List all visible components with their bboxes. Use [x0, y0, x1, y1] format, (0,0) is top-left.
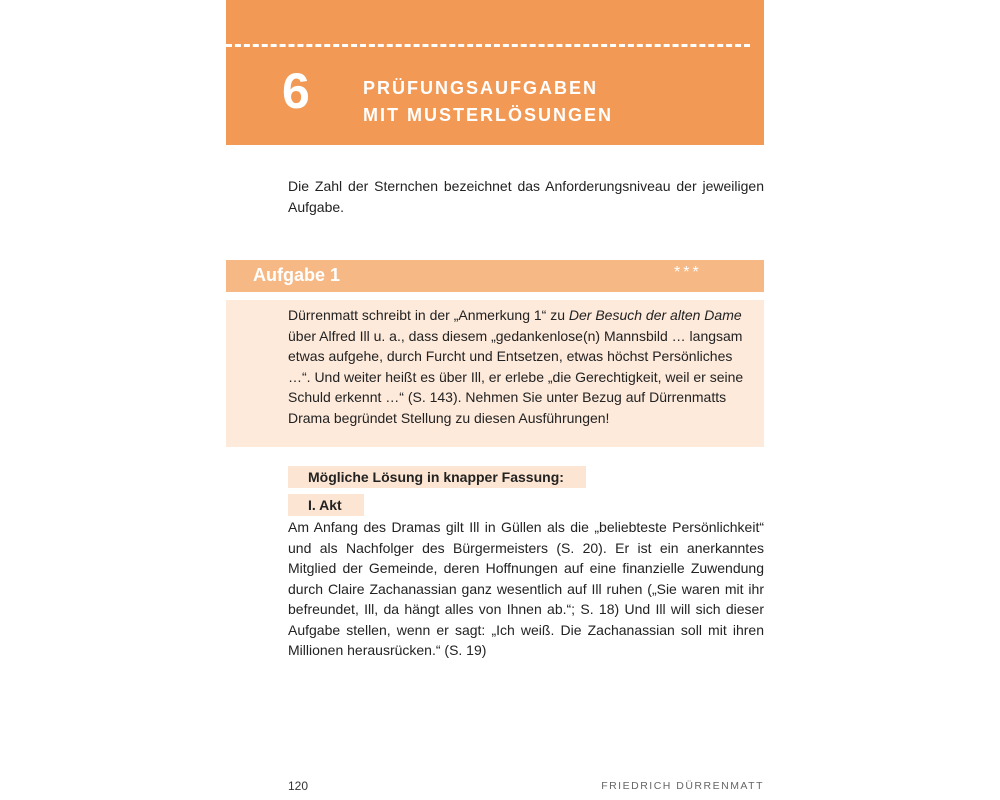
- solution-text: Am Anfang des Dramas gilt Ill in Güllen als die „beliebteste Persönlichkeit“ und als Nachfolger des Bürgermeisters (S. 20). Er ist ein anerkanntes Mitglied der Gemeinde, deren Hoffnungen auf eine finanzielle Zuwendung durch Claire Zachanassian ganz wesentlich auf Ill ruhen („Sie waren mit ihr befreundet, Ill, da hängt alles von Ihnen ab.“; S. 18) Und Ill will sich dieser Aufgabe stellen, wenn er sagt: „Ich weiß. Die Zachanassian soll mit ihren Millionen herausrücken.“ (S. 19): [288, 519, 764, 658]
- dashed-divider: [226, 44, 750, 47]
- chapter-header: [226, 0, 764, 145]
- chapter-number: 6: [282, 63, 310, 119]
- chapter-title-line2: MIT MUSTERLÖSUNGEN: [363, 105, 613, 125]
- chapter-title-line1: PRÜFUNGSAUFGABEN: [363, 78, 599, 98]
- running-footer-author: FRIEDRICH DÜRRENMATT: [601, 780, 764, 792]
- difficulty-stars: ***: [674, 264, 702, 281]
- task-text-part1: Dürrenmatt schreibt in der „Anmerkung 1“ zu: [288, 307, 569, 323]
- task-title: Aufgabe 1: [253, 265, 341, 285]
- intro-paragraph: Die Zahl der Sternchen bezeichnet das Anforderungsniveau der jeweiligen Aufgabe.: [288, 178, 764, 215]
- act-label: I. Akt: [288, 494, 364, 516]
- task-text-part2: über Alfred Ill u. a., dass diesem „gedankenlose(n) Mannsbild … langsam etwas aufgehe, durch Furcht und Entsetzen, etwas höchst Persönliches …“. Und weiter heißt es über Ill, er erlebe „die Gerechtigkeit, weil er seine Schuld erkennt …“ (S. 143). Nehmen Sie unter Bezug auf Dürrenmatts Drama begründet Stellung zu diesen Ausführungen!: [288, 327, 744, 426]
- solution-label: Mögliche Lösung in knapper Fassung:: [288, 466, 586, 488]
- page-number: 120: [288, 779, 309, 793]
- task-box: [226, 300, 764, 447]
- book-page: [226, 0, 764, 800]
- task-header-bar: [226, 260, 764, 292]
- task-text: [288, 305, 750, 428]
- chapter-title: [363, 75, 613, 129]
- task-text-title: Der Besuch der alten Dame: [568, 307, 742, 323]
